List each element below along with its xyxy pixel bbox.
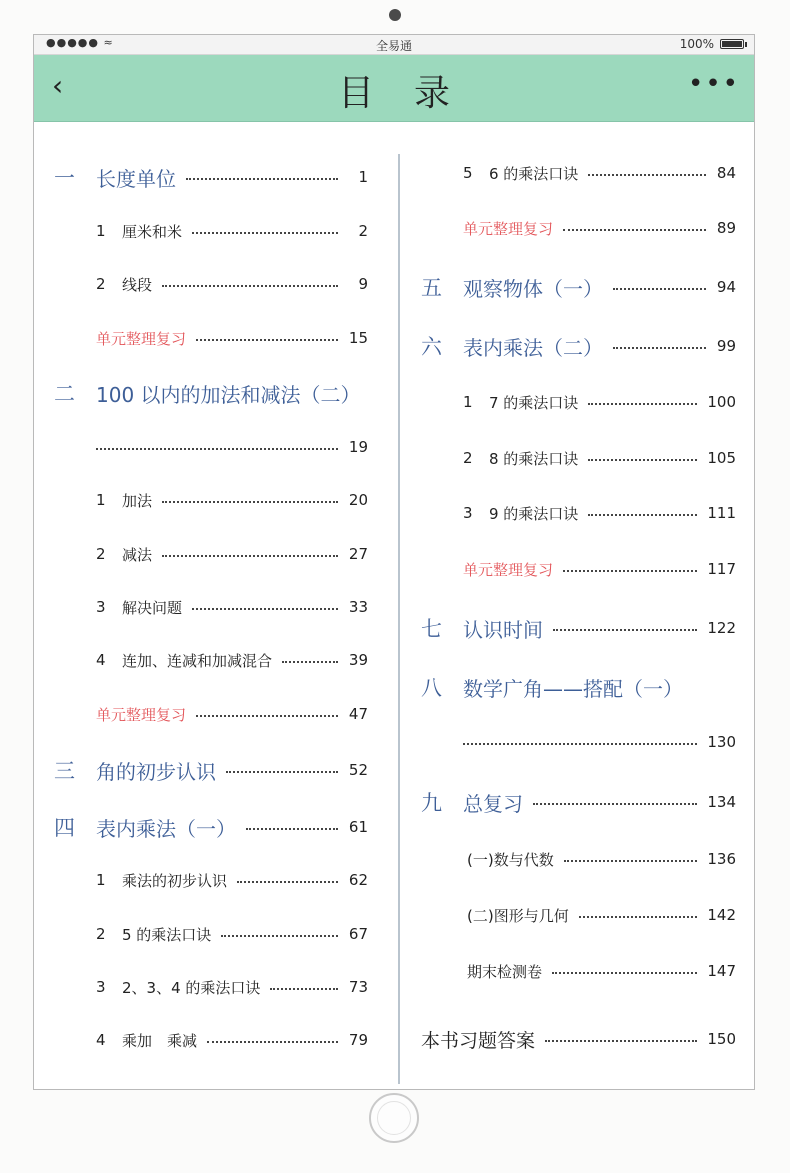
toc-chapter-2-continued[interactable] <box>96 432 368 462</box>
toc-chapter-5[interactable] <box>421 272 736 302</box>
section-title: 减法 <box>122 545 153 564</box>
leader-dots <box>588 174 706 176</box>
leader-dots <box>564 860 698 862</box>
chapter-number: 七 <box>421 617 442 641</box>
section-number: 2 <box>463 449 473 467</box>
toc-section-6-1[interactable] <box>463 387 736 417</box>
leader-dots <box>282 661 338 663</box>
page-number: 100 <box>707 393 736 411</box>
page-number: 111 <box>707 504 736 522</box>
leader-dots <box>552 972 697 974</box>
chapter-title: 角的初步认识 <box>96 759 216 784</box>
section-title: (一)数与代数 <box>467 850 554 869</box>
leader-dots <box>563 570 697 572</box>
toc-answers[interactable] <box>421 1024 736 1054</box>
page-number: 89 <box>716 219 736 237</box>
page-number: 150 <box>707 1030 736 1048</box>
leader-dots <box>196 715 338 717</box>
section-number: 5 <box>463 164 473 182</box>
toc-section-2-3[interactable] <box>96 592 368 622</box>
section-number: 3 <box>463 504 473 522</box>
more-icon[interactable]: ••• <box>687 69 740 99</box>
home-button[interactable] <box>369 1093 419 1143</box>
section-title: 5 的乘法口诀 <box>122 925 212 944</box>
page-number: 2 <box>358 222 368 240</box>
section-number: 2 <box>96 275 106 293</box>
chapter-number: 一 <box>54 166 75 190</box>
section-title: 6 的乘法口诀 <box>489 164 579 183</box>
section-title: 解决问题 <box>122 598 183 617</box>
chapter-title: 长度单位 <box>96 166 176 191</box>
review-title: 单元整理复习 <box>96 329 187 348</box>
page-number: 27 <box>348 545 368 563</box>
chapter-number: 二 <box>54 382 75 406</box>
section-number: 4 <box>96 1031 106 1049</box>
toc-section-2-1[interactable] <box>96 485 368 515</box>
answers-title: 本书习题答案 <box>421 1029 536 1052</box>
section-title: 线段 <box>122 275 153 294</box>
toc-review-2[interactable] <box>96 699 368 729</box>
section-title: 乘法的初步认识 <box>122 871 228 890</box>
page-number: 39 <box>348 651 368 669</box>
section-title: (二)图形与几何 <box>467 906 569 925</box>
status-bar <box>34 35 754 55</box>
leader-dots <box>192 608 338 610</box>
section-title: 7 的乘法口诀 <box>489 393 579 412</box>
leader-dots <box>221 935 338 937</box>
camera-dot <box>389 9 401 21</box>
leader-dots <box>588 514 697 516</box>
back-icon[interactable]: ‹ <box>52 69 64 102</box>
section-number: 4 <box>96 651 106 669</box>
leader-dots <box>588 459 697 461</box>
toc-chapter-8-continued[interactable] <box>463 727 736 757</box>
leader-dots <box>192 232 338 234</box>
toc-section-9-3[interactable] <box>467 956 736 986</box>
leader-dots <box>226 771 338 773</box>
leader-dots <box>207 1041 338 1043</box>
column-divider <box>398 154 400 1084</box>
leader-dots <box>246 828 338 830</box>
toc-chapter-3[interactable] <box>54 755 368 785</box>
carrier-name: 全易通 <box>375 39 412 53</box>
section-number: 1 <box>96 871 106 889</box>
page-number: 20 <box>348 491 368 509</box>
page-number: 99 <box>716 337 736 355</box>
signal-icon: ●●●●● ≈ <box>46 36 114 49</box>
section-number: 1 <box>96 222 106 240</box>
leader-dots <box>553 629 697 631</box>
chapter-number: 八 <box>421 676 442 700</box>
page-number: 1 <box>358 168 368 186</box>
leader-dots <box>563 229 706 231</box>
section-number: 1 <box>463 393 473 411</box>
chapter-number: 九 <box>421 791 442 815</box>
leader-dots <box>588 403 697 405</box>
page-number: 105 <box>707 449 736 467</box>
chapter-number: 五 <box>421 276 442 300</box>
page-number: 134 <box>707 793 736 811</box>
section-title: 2、3、4 的乘法口诀 <box>122 978 261 997</box>
screen <box>33 34 755 1090</box>
page-number: 15 <box>348 329 368 347</box>
review-title: 单元整理复习 <box>463 219 554 238</box>
toc-chapter-4[interactable] <box>54 812 368 842</box>
section-title: 厘米和米 <box>122 222 183 241</box>
toc-chapter-8[interactable] <box>421 672 736 702</box>
section-title: 期末检测卷 <box>467 962 543 981</box>
toc-section-6-3[interactable] <box>463 498 736 528</box>
section-number: 1 <box>96 491 106 509</box>
section-title: 9 的乘法口诀 <box>489 504 579 523</box>
page-number: 62 <box>348 871 368 889</box>
toc-chapter-1[interactable] <box>54 162 368 192</box>
page-number: 61 <box>348 818 368 836</box>
toc-section-9-1[interactable] <box>467 844 736 874</box>
toc-section-1-1[interactable] <box>96 216 368 246</box>
section-title: 8 的乘法口诀 <box>489 449 579 468</box>
toc-review-1[interactable] <box>96 323 368 353</box>
page-number: 33 <box>348 598 368 616</box>
battery-icon <box>720 39 744 49</box>
leader-dots <box>96 448 338 450</box>
page-number: 73 <box>348 978 368 996</box>
leader-dots <box>533 803 697 805</box>
chapter-title: 表内乘法（一） <box>96 816 236 841</box>
leader-dots <box>613 347 706 349</box>
review-title: 单元整理复习 <box>463 560 554 579</box>
chapter-title: 数学广角——搭配（一） <box>463 676 683 701</box>
leader-dots <box>196 339 338 341</box>
leader-dots <box>613 288 706 290</box>
toc-section-6-2[interactable] <box>463 443 736 473</box>
chapter-number: 四 <box>54 816 75 840</box>
leader-dots <box>237 881 338 883</box>
page-number: 147 <box>707 962 736 980</box>
chapter-title: 观察物体（一） <box>463 276 603 301</box>
toc-review-6[interactable] <box>463 554 736 584</box>
title-bar <box>34 55 754 122</box>
review-title: 单元整理复习 <box>96 705 187 724</box>
leader-dots <box>162 555 338 557</box>
section-number: 3 <box>96 598 106 616</box>
toc-section-2-2[interactable] <box>96 539 368 569</box>
chapter-number: 六 <box>421 335 442 359</box>
page-number: 19 <box>348 438 368 456</box>
page-number: 52 <box>348 761 368 779</box>
page-title: 目录 <box>337 73 490 114</box>
leader-dots <box>270 988 338 990</box>
leader-dots <box>545 1040 697 1042</box>
chapter-title: 100 以内的加法和减法（二） <box>96 382 361 407</box>
toc-section-9-2[interactable] <box>467 900 736 930</box>
toc-section-4-5[interactable] <box>463 158 736 188</box>
toc-chapter-7[interactable] <box>421 613 736 643</box>
leader-dots <box>162 501 338 503</box>
toc-review-4[interactable] <box>463 213 736 243</box>
toc-section-2-4[interactable] <box>96 645 368 675</box>
section-title: 乘加 乘减 <box>122 1031 198 1050</box>
page-number: 94 <box>716 278 736 296</box>
page-number: 117 <box>707 560 736 578</box>
page-number: 9 <box>358 275 368 293</box>
toc-section-4-3[interactable] <box>96 972 368 1002</box>
section-number: 2 <box>96 545 106 563</box>
leader-dots <box>463 743 697 745</box>
page-number: 122 <box>707 619 736 637</box>
leader-dots <box>186 178 338 180</box>
leader-dots <box>579 916 698 918</box>
toc-chapter-2[interactable] <box>54 378 368 408</box>
section-title: 连加、连减和加减混合 <box>122 651 273 670</box>
leader-dots <box>162 285 338 287</box>
page-number: 130 <box>707 733 736 751</box>
section-number: 2 <box>96 925 106 943</box>
toc-section-4-1[interactable] <box>96 865 368 895</box>
toc-section-1-2[interactable] <box>96 269 368 299</box>
page-number: 136 <box>707 850 736 868</box>
section-title: 加法 <box>122 491 153 510</box>
section-number: 3 <box>96 978 106 996</box>
chapter-title: 表内乘法（二） <box>463 335 603 360</box>
page-number: 47 <box>348 705 368 723</box>
toc-section-4-4[interactable] <box>96 1025 368 1055</box>
page-number: 67 <box>348 925 368 943</box>
toc-chapter-6[interactable] <box>421 331 736 361</box>
toc-section-4-2[interactable] <box>96 919 368 949</box>
page-number: 142 <box>707 906 736 924</box>
chapter-number: 三 <box>54 759 75 783</box>
toc-chapter-9[interactable] <box>421 787 736 817</box>
chapter-title: 认识时间 <box>463 617 543 642</box>
page-number: 84 <box>716 164 736 182</box>
page-number: 79 <box>348 1031 368 1049</box>
battery-percent: 100% <box>679 37 714 51</box>
chapter-title: 总复习 <box>463 791 523 816</box>
